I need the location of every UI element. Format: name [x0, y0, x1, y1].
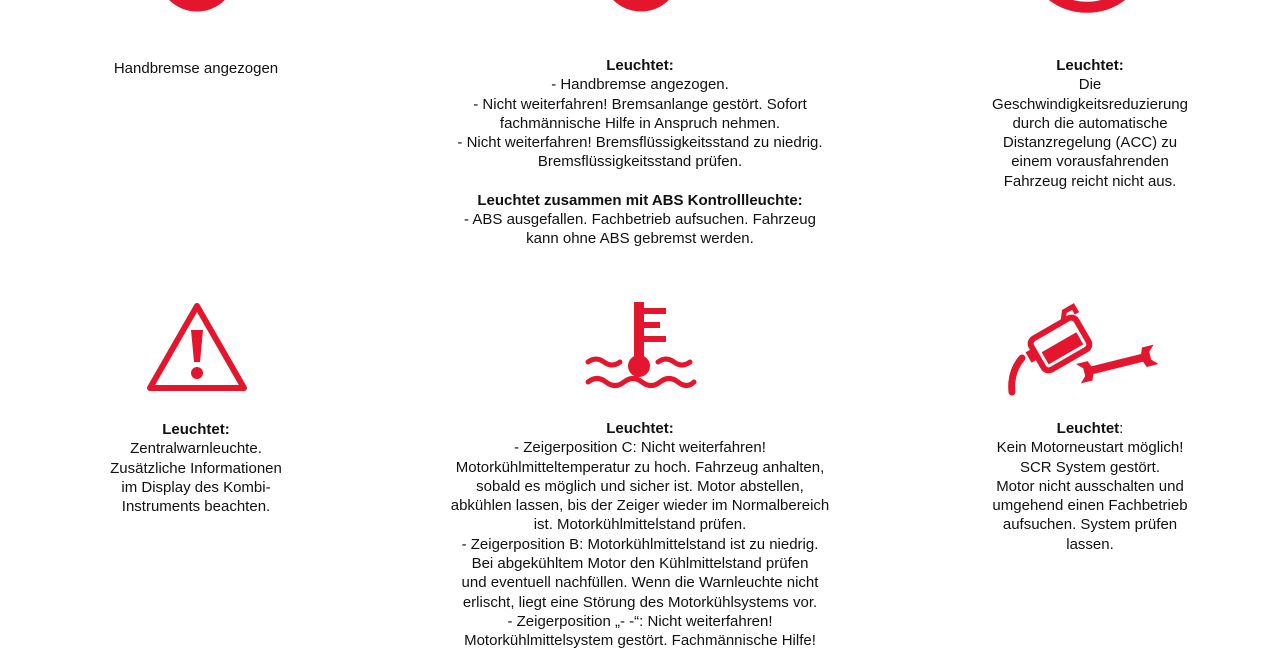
brake-system-abs-line: - ABS ausgefallen. Fachbetrieb aufsuchen. Fahrzeug [464, 211, 816, 229]
brake-system-warning-icon [574, 0, 708, 40]
scr-heading-colon: : [1119, 420, 1124, 437]
central-warning-line: Instruments beachten. [121, 498, 271, 516]
coolant-line: erlischt, liegt eine Störung des Motorkühlsystems vor. [462, 593, 818, 611]
brake-system-description [400, 56, 880, 249]
brake-system-heading: Leuchtet: [606, 57, 674, 74]
brake-system-line: - Nicht weiterfahren! Bremsanlange gestört. Sofort [473, 95, 807, 113]
coolant-line: abkühlen lassen, bis der Zeiger wieder im Normalbereich [450, 497, 830, 515]
coolant-description [390, 419, 890, 651]
central-warning-line: Zusätzliche Informationen [110, 459, 282, 477]
scr-description [930, 419, 1250, 554]
handbrake-text: Handbremse angezogen [113, 60, 279, 77]
scr-line: Motor nicht ausschalten und [996, 477, 1184, 495]
central-warning-line: Zentralwarnleuchte. [130, 440, 262, 458]
brake-system-line: - Handbremse angezogen. [551, 76, 729, 94]
scr-line: lassen. [1066, 535, 1114, 553]
acc-line: Die [1078, 76, 1102, 94]
scr-line: SCR System gestört. [1019, 458, 1161, 476]
scr-line: Kein Motorneustart möglich! [996, 439, 1184, 457]
scr-system-warning-icon [1004, 318, 1162, 394]
scr-heading: Leuchtet [1056, 420, 1120, 437]
acc-heading: Leuchtet: [1056, 57, 1124, 74]
coolant-line: Motorkühlmitteltemperatur zu hoch. Fahrzeug anhalten, [455, 458, 825, 476]
coolant-temperature-icon [586, 298, 696, 394]
coolant-line: ist. Motorkühlmittelstand prüfen. [533, 516, 747, 534]
central-warning-line: im Display des Kombi- [121, 478, 271, 496]
acc-line: einem vorausfahrenden [1011, 153, 1169, 171]
coolant-line: Bei abgekühltem Motor den Kühlmittelstand prüfen [471, 555, 809, 573]
central-warning-heading: Leuchtet: [162, 421, 230, 438]
coolant-line: - Zeigerposition C: Nicht weiterfahren! [514, 439, 766, 457]
brake-system-abs-heading: Leuchtet zusammen mit ABS Kontrollleuchte: [477, 191, 803, 209]
scr-line: aufsuchen. System prüfen [1002, 516, 1178, 534]
acc-line: Geschwindigkeitsreduzierung [992, 95, 1188, 113]
coolant-heading: Leuchtet: [606, 420, 674, 437]
handbrake-warning-icon [130, 0, 264, 40]
brake-system-line: Bremsflüssigkeitsstand prüfen. [537, 153, 743, 171]
handbrake-description [76, 59, 316, 78]
acc-line: Fahrzeug reicht nicht aus. [1003, 172, 1177, 190]
acc-line: durch die automatische [1012, 114, 1168, 132]
brake-system-line: - Nicht weiterfahren! Bremsflüssigkeitsstand zu niedrig. [457, 134, 823, 152]
warning-triangle-icon [144, 300, 250, 394]
acc-description [940, 56, 1240, 191]
coolant-line: Motorkühlmittelsystem gestört. Fachmännische Hilfe! [464, 632, 816, 650]
acc-line: Distanzregelung (ACC) zu [1002, 134, 1178, 152]
coolant-line: sobald es möglich und sicher ist. Motor abstellen, [476, 477, 804, 495]
scr-line: umgehend einen Fachbetrieb [992, 497, 1188, 515]
coolant-line: und eventuell nachfüllen. Wenn die Warnleuchte nicht [461, 574, 819, 592]
brake-system-abs-line: kann ohne ABS gebremst werden. [526, 230, 754, 248]
central-warning-description [76, 420, 316, 516]
coolant-line: - Zeigerposition B: Motorkühlmittelstand ist zu niedrig. [461, 535, 819, 553]
brake-system-line: fachmännische Hilfe in Anspruch nehmen. [499, 114, 781, 132]
distance-control-warning-icon [1020, 0, 1154, 40]
coolant-line: - Zeigerposition „- -“: Nicht weiterfahren! [507, 612, 773, 630]
